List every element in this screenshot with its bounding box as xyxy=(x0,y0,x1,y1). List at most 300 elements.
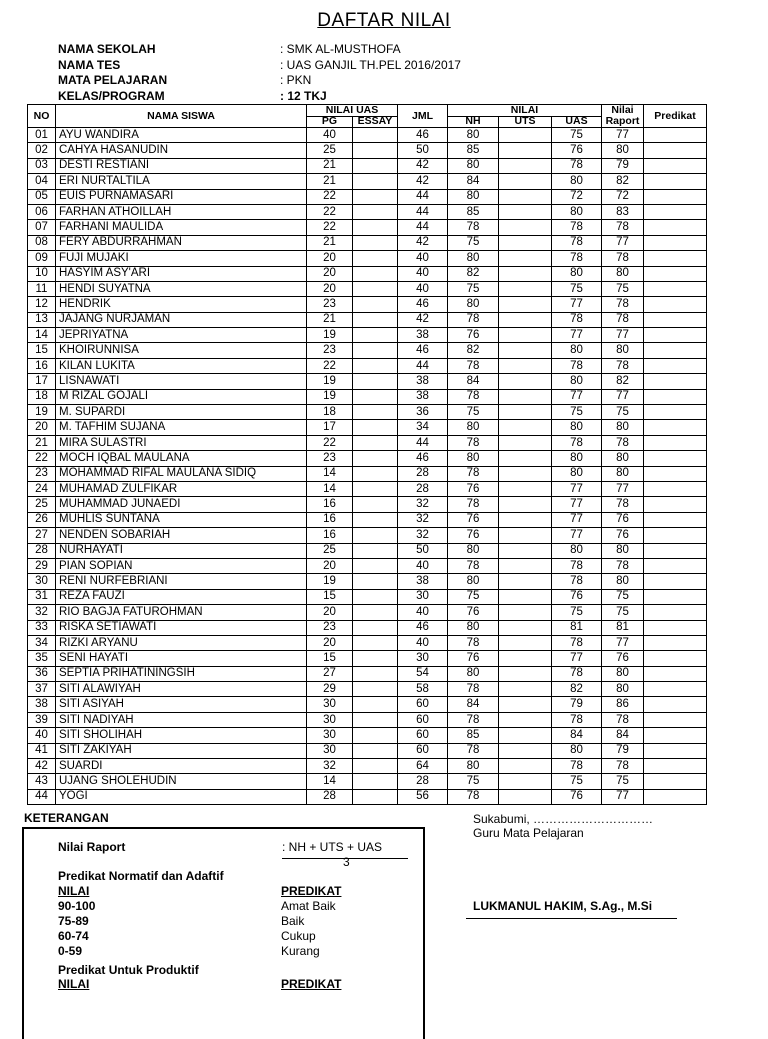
cell-raport: 82 xyxy=(602,174,644,189)
cell-nh: 80 xyxy=(448,759,499,774)
cell-predikat xyxy=(644,220,707,235)
cell-pg: 21 xyxy=(307,174,353,189)
cell-nh: 76 xyxy=(448,651,499,666)
cell-predikat xyxy=(644,666,707,681)
cell-jml: 58 xyxy=(398,682,448,697)
cell-pg: 16 xyxy=(307,512,353,527)
cell-nh: 78 xyxy=(448,312,499,327)
cell-nh: 78 xyxy=(448,466,499,481)
cell-no: 27 xyxy=(28,528,56,543)
table-row xyxy=(28,189,707,204)
scale-predikat: Kurang xyxy=(281,944,320,958)
cell-uas: 80 xyxy=(552,266,602,281)
cell-no: 08 xyxy=(28,235,56,250)
cell-predikat xyxy=(644,374,707,389)
cell-nh: 80 xyxy=(448,451,499,466)
cell-no: 39 xyxy=(28,712,56,727)
cell-raport: 78 xyxy=(602,497,644,512)
cell-pg: 16 xyxy=(307,528,353,543)
cell-name: FERY ABDURRAHMAN xyxy=(56,235,307,250)
cell-raport: 78 xyxy=(602,220,644,235)
cell-uas: 81 xyxy=(552,620,602,635)
cell-uas: 84 xyxy=(552,728,602,743)
cell-essay xyxy=(353,266,398,281)
cell-pg: 23 xyxy=(307,620,353,635)
cell-jml: 64 xyxy=(398,759,448,774)
cell-raport: 80 xyxy=(602,682,644,697)
cell-nh: 75 xyxy=(448,589,499,604)
cell-jml: 40 xyxy=(398,558,448,573)
cell-pg: 20 xyxy=(307,266,353,281)
cell-uts xyxy=(499,343,552,358)
cell-pg: 20 xyxy=(307,635,353,650)
header-nama-siswa: NAMA SISWA xyxy=(56,105,307,128)
cell-jml: 40 xyxy=(398,281,448,296)
cell-no: 04 xyxy=(28,174,56,189)
cell-no: 16 xyxy=(28,358,56,373)
cell-pg: 22 xyxy=(307,204,353,219)
cell-essay xyxy=(353,451,398,466)
cell-name: FARHANI MAULIDA xyxy=(56,220,307,235)
cell-name: CAHYA HASANUDIN xyxy=(56,143,307,158)
cell-no: 40 xyxy=(28,728,56,743)
cell-name: SENI HAYATI xyxy=(56,651,307,666)
cell-uas: 75 xyxy=(552,605,602,620)
meta-row xyxy=(58,73,461,89)
cell-pg: 19 xyxy=(307,389,353,404)
cell-nh: 78 xyxy=(448,635,499,650)
table-row xyxy=(28,481,707,496)
cell-predikat xyxy=(644,481,707,496)
header-predikat: Predikat xyxy=(644,105,707,128)
cell-no: 15 xyxy=(28,343,56,358)
cell-predikat xyxy=(644,297,707,312)
cell-predikat xyxy=(644,712,707,727)
cell-pg: 15 xyxy=(307,651,353,666)
cell-essay xyxy=(353,605,398,620)
cell-uts xyxy=(499,143,552,158)
cell-essay xyxy=(353,158,398,173)
cell-predikat xyxy=(644,605,707,620)
cell-essay xyxy=(353,774,398,789)
cell-uas: 77 xyxy=(552,651,602,666)
cell-uas: 78 xyxy=(552,635,602,650)
cell-uts xyxy=(499,389,552,404)
cell-predikat xyxy=(644,435,707,450)
table-row xyxy=(28,682,707,697)
cell-essay xyxy=(353,497,398,512)
cell-pg: 27 xyxy=(307,666,353,681)
cell-no: 29 xyxy=(28,558,56,573)
meta-label: NAMA TES xyxy=(58,57,121,72)
header-nilai-raport: Nilai Raport xyxy=(602,105,644,128)
cell-name: FARHAN ATHOILLAH xyxy=(56,204,307,219)
cell-jml: 42 xyxy=(398,235,448,250)
table-row xyxy=(28,312,707,327)
cell-nh: 76 xyxy=(448,481,499,496)
cell-uas: 75 xyxy=(552,128,602,143)
scale-predikat: Baik xyxy=(281,914,305,928)
table-row xyxy=(28,605,707,620)
table-row xyxy=(28,328,707,343)
cell-uts xyxy=(499,435,552,450)
cell-uas: 75 xyxy=(552,281,602,296)
cell-nh: 78 xyxy=(448,712,499,727)
cell-essay xyxy=(353,666,398,681)
cell-name: M. SUPARDI xyxy=(56,405,307,420)
cell-raport: 77 xyxy=(602,128,644,143)
cell-uas: 78 xyxy=(552,312,602,327)
cell-uas: 78 xyxy=(552,759,602,774)
cell-jml: 38 xyxy=(398,374,448,389)
cell-no: 01 xyxy=(28,128,56,143)
cell-nh: 84 xyxy=(448,697,499,712)
cell-name: PIAN SOPIAN xyxy=(56,558,307,573)
cell-nh: 76 xyxy=(448,328,499,343)
cell-no: 18 xyxy=(28,389,56,404)
cell-uas: 78 xyxy=(552,158,602,173)
cell-essay xyxy=(353,358,398,373)
cell-raport: 80 xyxy=(602,143,644,158)
cell-nh: 76 xyxy=(448,528,499,543)
cell-name: RIO BAGJA FATUROHMAN xyxy=(56,605,307,620)
header-nilai-uas: NILAI UAS xyxy=(307,105,398,117)
table-row xyxy=(28,651,707,666)
cell-raport: 80 xyxy=(602,574,644,589)
cell-pg: 20 xyxy=(307,251,353,266)
cell-uts xyxy=(499,420,552,435)
cell-no: 02 xyxy=(28,143,56,158)
cell-uts xyxy=(499,358,552,373)
cell-nh: 80 xyxy=(448,574,499,589)
cell-no: 10 xyxy=(28,266,56,281)
cell-uts xyxy=(499,697,552,712)
cell-predikat xyxy=(644,589,707,604)
cell-name: RENI NURFEBRIANI xyxy=(56,574,307,589)
cell-no: 31 xyxy=(28,589,56,604)
cell-raport: 78 xyxy=(602,558,644,573)
cell-nh: 76 xyxy=(448,512,499,527)
table-row xyxy=(28,435,707,450)
table-row xyxy=(28,343,707,358)
cell-pg: 23 xyxy=(307,343,353,358)
table-row xyxy=(28,220,707,235)
cell-uts xyxy=(499,374,552,389)
cell-uas: 76 xyxy=(552,589,602,604)
cell-name: MUHAMMAD JUNAEDI xyxy=(56,497,307,512)
cell-uas: 80 xyxy=(552,543,602,558)
header-uas: UAS xyxy=(552,116,602,128)
cell-predikat xyxy=(644,251,707,266)
cell-raport: 77 xyxy=(602,789,644,804)
table-row xyxy=(28,543,707,558)
cell-uas: 80 xyxy=(552,743,602,758)
cell-pg: 30 xyxy=(307,697,353,712)
cell-pg: 19 xyxy=(307,374,353,389)
cell-pg: 32 xyxy=(307,759,353,774)
table-row xyxy=(28,143,707,158)
cell-jml: 44 xyxy=(398,189,448,204)
cell-uts xyxy=(499,466,552,481)
cell-raport: 84 xyxy=(602,728,644,743)
cell-raport: 80 xyxy=(602,666,644,681)
cell-essay xyxy=(353,297,398,312)
cell-jml: 34 xyxy=(398,420,448,435)
cell-uts xyxy=(499,712,552,727)
cell-pg: 30 xyxy=(307,728,353,743)
cell-predikat xyxy=(644,204,707,219)
cell-raport: 78 xyxy=(602,312,644,327)
header-meta xyxy=(58,42,461,104)
table-row xyxy=(28,589,707,604)
cell-raport: 80 xyxy=(602,343,644,358)
cell-uas: 76 xyxy=(552,789,602,804)
cell-no: 03 xyxy=(28,158,56,173)
cell-name: MIRA SULASTRI xyxy=(56,435,307,450)
cell-uts xyxy=(499,543,552,558)
cell-uts xyxy=(499,589,552,604)
normatif-title: Predikat Normatif dan Adaftif xyxy=(58,869,224,883)
cell-uas: 77 xyxy=(552,512,602,527)
cell-predikat xyxy=(644,189,707,204)
cell-essay xyxy=(353,651,398,666)
cell-jml: 40 xyxy=(398,266,448,281)
scale-range: 90-100 xyxy=(58,899,96,913)
cell-jml: 32 xyxy=(398,528,448,543)
cell-nh: 76 xyxy=(448,605,499,620)
cell-predikat xyxy=(644,620,707,635)
cell-jml: 60 xyxy=(398,712,448,727)
cell-raport: 78 xyxy=(602,435,644,450)
cell-pg: 21 xyxy=(307,158,353,173)
cell-uts xyxy=(499,651,552,666)
cell-nh: 82 xyxy=(448,343,499,358)
cell-essay xyxy=(353,189,398,204)
cell-nh: 80 xyxy=(448,543,499,558)
cell-no: 05 xyxy=(28,189,56,204)
cell-name: RISKA SETIAWATI xyxy=(56,620,307,635)
cell-jml: 38 xyxy=(398,574,448,589)
cell-essay xyxy=(353,712,398,727)
cell-name: HENDRIK xyxy=(56,297,307,312)
cell-pg: 23 xyxy=(307,451,353,466)
cell-essay xyxy=(353,481,398,496)
cell-uas: 78 xyxy=(552,435,602,450)
cell-name: SITI ALAWIYAH xyxy=(56,682,307,697)
table-row xyxy=(28,574,707,589)
table-row xyxy=(28,420,707,435)
cell-name: NURHAYATI xyxy=(56,543,307,558)
cell-no: 21 xyxy=(28,435,56,450)
cell-jml: 28 xyxy=(398,466,448,481)
cell-predikat xyxy=(644,451,707,466)
cell-uts xyxy=(499,220,552,235)
cell-predikat xyxy=(644,158,707,173)
cell-uas: 78 xyxy=(552,251,602,266)
keterangan-label: KETERANGAN xyxy=(24,811,109,825)
cell-nh: 78 xyxy=(448,220,499,235)
cell-raport: 77 xyxy=(602,389,644,404)
cell-uas: 78 xyxy=(552,220,602,235)
cell-pg: 20 xyxy=(307,558,353,573)
cell-name: AYU WANDIRA xyxy=(56,128,307,143)
meta-label: MATA PELAJARAN xyxy=(58,73,168,87)
cell-uas: 78 xyxy=(552,574,602,589)
cell-jml: 30 xyxy=(398,651,448,666)
meta-value: : SMK AL-MUSTHOFA xyxy=(280,42,401,56)
cell-raport: 78 xyxy=(602,358,644,373)
cell-predikat xyxy=(644,528,707,543)
cell-name: SITI SHOLIHAH xyxy=(56,728,307,743)
cell-predikat xyxy=(644,651,707,666)
cell-uts xyxy=(499,789,552,804)
cell-uas: 77 xyxy=(552,297,602,312)
table-row xyxy=(28,728,707,743)
cell-name: MOCH IQBAL MAULANA xyxy=(56,451,307,466)
cell-essay xyxy=(353,635,398,650)
cell-no: 22 xyxy=(28,451,56,466)
cell-uas: 77 xyxy=(552,481,602,496)
cell-name: MOHAMMAD RIFAL MAULANA SIDIQ xyxy=(56,466,307,481)
cell-jml: 28 xyxy=(398,774,448,789)
cell-nh: 82 xyxy=(448,266,499,281)
cell-uas: 79 xyxy=(552,697,602,712)
header-essay: ESSAY xyxy=(353,116,398,128)
cell-uas: 75 xyxy=(552,405,602,420)
cell-uts xyxy=(499,281,552,296)
cell-uts xyxy=(499,620,552,635)
cell-pg: 21 xyxy=(307,312,353,327)
cell-pg: 30 xyxy=(307,743,353,758)
table-row xyxy=(28,512,707,527)
cell-essay xyxy=(353,574,398,589)
meta-value: : PKN xyxy=(280,73,312,87)
cell-jml: 38 xyxy=(398,328,448,343)
cell-pg: 25 xyxy=(307,143,353,158)
cell-name: SITI ZAKIYAH xyxy=(56,743,307,758)
header-jml: JML xyxy=(398,105,448,128)
cell-uts xyxy=(499,174,552,189)
cell-jml: 56 xyxy=(398,789,448,804)
table-row xyxy=(28,743,707,758)
cell-essay xyxy=(353,251,398,266)
table-row xyxy=(28,497,707,512)
cell-no: 20 xyxy=(28,420,56,435)
cell-pg: 14 xyxy=(307,466,353,481)
cell-essay xyxy=(353,543,398,558)
cell-predikat xyxy=(644,420,707,435)
cell-uts xyxy=(499,497,552,512)
cell-no: 26 xyxy=(28,512,56,527)
cell-essay xyxy=(353,143,398,158)
cell-name: JAJANG NURJAMAN xyxy=(56,312,307,327)
cell-essay xyxy=(353,759,398,774)
table-row xyxy=(28,281,707,296)
cell-predikat xyxy=(644,497,707,512)
cell-no: 44 xyxy=(28,789,56,804)
meta-row xyxy=(58,89,461,105)
cell-raport: 81 xyxy=(602,620,644,635)
cell-uas: 78 xyxy=(552,712,602,727)
cell-predikat xyxy=(644,512,707,527)
cell-name: YOGI xyxy=(56,789,307,804)
meta-label: NAMA SEKOLAH xyxy=(58,42,156,56)
cell-essay xyxy=(353,512,398,527)
cell-nh: 80 xyxy=(448,420,499,435)
cell-raport: 77 xyxy=(602,235,644,250)
scale-range: 60-74 xyxy=(58,929,89,943)
cell-pg: 17 xyxy=(307,420,353,435)
cell-pg: 20 xyxy=(307,605,353,620)
cell-name: LISNAWATI xyxy=(56,374,307,389)
cell-nh: 85 xyxy=(448,728,499,743)
cell-pg: 19 xyxy=(307,574,353,589)
meta-label: KELAS/PROGRAM xyxy=(58,88,165,103)
scale-range: 75-89 xyxy=(58,914,89,928)
raport-formula-bottom: 3 xyxy=(343,855,350,869)
cell-raport: 76 xyxy=(602,651,644,666)
table-row xyxy=(28,405,707,420)
cell-raport: 78 xyxy=(602,297,644,312)
cell-essay xyxy=(353,204,398,219)
cell-uas: 80 xyxy=(552,374,602,389)
cell-uts xyxy=(499,405,552,420)
cell-pg: 19 xyxy=(307,328,353,343)
table-row xyxy=(28,158,707,173)
cell-pg: 15 xyxy=(307,589,353,604)
cell-jml: 50 xyxy=(398,143,448,158)
cell-name: HENDI SUYATNA xyxy=(56,281,307,296)
cell-raport: 80 xyxy=(602,420,644,435)
cell-name: KILAN LUKITA xyxy=(56,358,307,373)
cell-no: 12 xyxy=(28,297,56,312)
cell-uts xyxy=(499,682,552,697)
cell-predikat xyxy=(644,174,707,189)
cell-no: 35 xyxy=(28,651,56,666)
cell-raport: 80 xyxy=(602,451,644,466)
cell-nh: 75 xyxy=(448,405,499,420)
cell-uts xyxy=(499,558,552,573)
cell-uas: 77 xyxy=(552,497,602,512)
table-row xyxy=(28,297,707,312)
table-row xyxy=(28,466,707,481)
cell-no: 17 xyxy=(28,374,56,389)
cell-jml: 32 xyxy=(398,497,448,512)
cell-uas: 80 xyxy=(552,466,602,481)
header-uts: UTS xyxy=(499,116,552,128)
cell-uts xyxy=(499,235,552,250)
cell-name: HASYIM ASY'ARI xyxy=(56,266,307,281)
cell-raport: 76 xyxy=(602,528,644,543)
cell-no: 11 xyxy=(28,281,56,296)
cell-no: 37 xyxy=(28,682,56,697)
cell-essay xyxy=(353,528,398,543)
cell-name: SEPTIA PRIHATININGSIH xyxy=(56,666,307,681)
cell-essay xyxy=(353,220,398,235)
cell-uts xyxy=(499,451,552,466)
cell-no: 14 xyxy=(28,328,56,343)
cell-name: M RIZAL GOJALI xyxy=(56,389,307,404)
cell-name: MUHAMAD ZULFIKAR xyxy=(56,481,307,496)
cell-pg: 30 xyxy=(307,712,353,727)
predikat-heading: PREDIKAT xyxy=(281,884,342,898)
cell-jml: 38 xyxy=(398,389,448,404)
cell-predikat xyxy=(644,743,707,758)
cell-no: 19 xyxy=(28,405,56,420)
cell-pg: 29 xyxy=(307,682,353,697)
cell-predikat xyxy=(644,558,707,573)
cell-nh: 84 xyxy=(448,374,499,389)
